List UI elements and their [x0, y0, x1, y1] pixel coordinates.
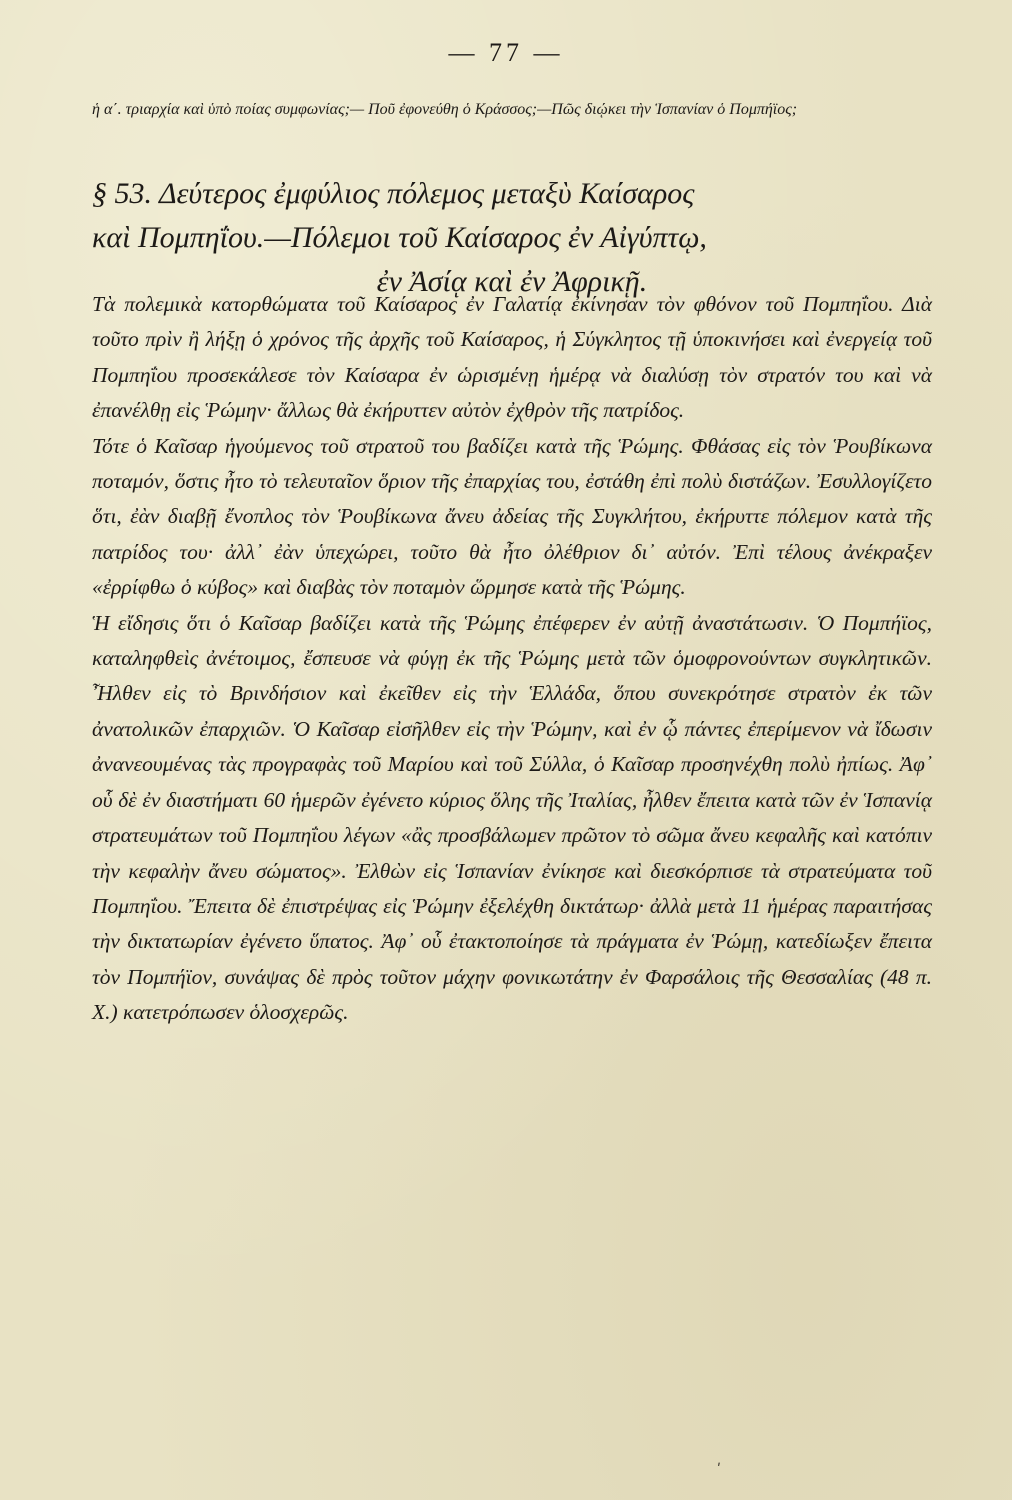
body-text — [92, 287, 932, 1031]
bottom-mark: ʹ — [717, 1462, 721, 1478]
section-heading-line-2: καὶ Πομπηΐου.—Πόλεμοι τοῦ Καίσαρος ἐν Αἰγύπτῳ, — [92, 221, 707, 254]
page-number: — 77 — — [448, 38, 564, 67]
section-heading-line-1: § 53. Δεύτερος ἐμφύλιος πόλεμος μεταξὺ Καίσαρος — [92, 177, 695, 210]
section-heading-line-3: ἐν Ἀσίᾳ καὶ ἐν Ἀφρικῇ. — [376, 265, 648, 298]
paragraph-1: Τὰ πολεμικὰ κατορθώματα τοῦ Καίσαρος ἐν Γαλατίᾳ ἐκίνησαν τὸν φθόνον τοῦ Πομπηΐου. Διὰ τοῦτο πρὶν ἢ λήξῃ ὁ χρόνος τῆς ἀρχῆς τοῦ Καίσαρος, ἡ Σύγκλητος τῇ ὑποκινήσει καὶ ἐνεργείᾳ τοῦ Πομπηΐου προσεκάλεσε τὸν Καίσαρα ἐν ὡρισμένῃ ἡμέρᾳ νὰ διαλύσῃ τὸν στρατόν του καὶ νὰ ἐπανέλθῃ εἰς Ῥώμην· ἄλλως θὰ ἐκήρυττεν αὐτὸν ἐχθρὸν τῆς πατρίδος. — [92, 292, 932, 423]
paragraph-3: Ἡ εἴδησις ὅτι ὁ Καῖσαρ βαδίζει κατὰ τῆς Ῥώμης ἐπέφερεν ἐν αὐτῇ ἀναστάτωσιν. Ὁ Πομπήϊος, καταληφθεὶς ἀνέτοιμος, ἔσπευσε νὰ φύγῃ ἐκ τῆς Ῥώμης μετὰ τῶν ὁμοφρονούντων συγκλητικῶν. Ἦλθεν εἰς τὸ Βρινδήσιον καὶ ἐκεῖθεν εἰς τὴν Ἑλλάδα, ὅπου συνεκρότησε στρατὸν ἐκ τῶν ἀνατολικῶν ἐπαρχιῶν. Ὁ Καῖσαρ εἰσῆλθεν εἰς τὴν Ῥώμην, καὶ ἐν ᾧ πάντες ἐπερίμενον νὰ ἴδωσιν ἀνανεουμένας τὰς προγραφὰς τοῦ Μαρίου καὶ τοῦ Σύλλα, ὁ Καῖσαρ προσηνέχθη πολὺ ἠπίως. Ἀφ᾽ οὗ δὲ ἐν διαστήματι 60 ἡμερῶν ἐγένετο κύριος ὅλης τῆς Ἰταλίας, ἦλθεν ἔπειτα κατὰ τῶν ἐν Ἱσπανίᾳ στρατευμάτων τοῦ Πομπηΐου λέγων «ἂς προσβάλωμεν πρῶτον τὸ σῶμα ἄνευ κεφαλῆς καὶ κατόπιν τὴν κεφαλὴν ἄνευ σώματος». Ἐλθὼν εἰς Ἱσπανίαν ἐνίκησε καὶ διεσκόρπισε τὰ στρατεύματα τοῦ Πομπηΐου. Ἔπειτα δὲ ἐπιστρέψας εἰς Ῥώμην ἐξελέχθη δικτάτωρ· ἀλλὰ μετὰ 11 ἡμέρας παραιτήσας τὴν δικτατωρίαν ἐγένετο ὕπατος. Ἀφ᾽ οὗ ἐτακτοποίησε τὰ πράγματα ἐν Ῥώμῃ, κατεδίωξεν ἔπειτα τὸν Πομπήϊον, συνάψας δὲ πρὸς τοῦτον μάχην φονικωτάτην ἐν Φαρσάλοις τῆς Θεσσαλίας (48 π. Χ.) κατετρόπωσεν ὁλοσχερῶς. — [92, 610, 932, 1025]
review-questions: ἡ α΄. τριαρχία καὶ ὑπὸ ποίας συμφωνίας;— Ποῦ ἐφονεύθη ὁ Κράσσος;—Πῶς διῴκει τὴν Ἱσπανίαν ὁ Πομπήϊος; — [92, 101, 798, 118]
section-heading — [92, 172, 932, 304]
paragraph-2: Τότε ὁ Καῖσαρ ἡγούμενος τοῦ στρατοῦ του βαδίζει κατὰ τῆς Ῥώμης. Φθάσας εἰς τὸν Ῥουβίκωνα ποταμόν, ὅστις ἦτο τὸ τελευταῖον ὅριον τῆς ἐπαρχίας του, ἐστάθη ἐπὶ πολὺ διστάζων. Ἐσυλλογίζετο ὅτι, ἐὰν διαβῇ ἔνοπλος τὸν Ῥουβίκωνα ἄνευ ἀδείας τῆς Συγκλήτου, ἐκήρυττε πόλεμον κατὰ τῆς πατρίδος του· ἀλλ᾽ ἐὰν ὑπεχώρει, τοῦτο θὰ ἦτο ὀλέθριον δι᾽ αὐτόν. Ἐπὶ τέλους ἀνέκραξεν «ἐρρίφθω ὁ κύβος» καὶ διαβὰς τὸν ποταμὸν ὥρμησε κατὰ τῆς Ῥώμης. — [92, 433, 932, 600]
